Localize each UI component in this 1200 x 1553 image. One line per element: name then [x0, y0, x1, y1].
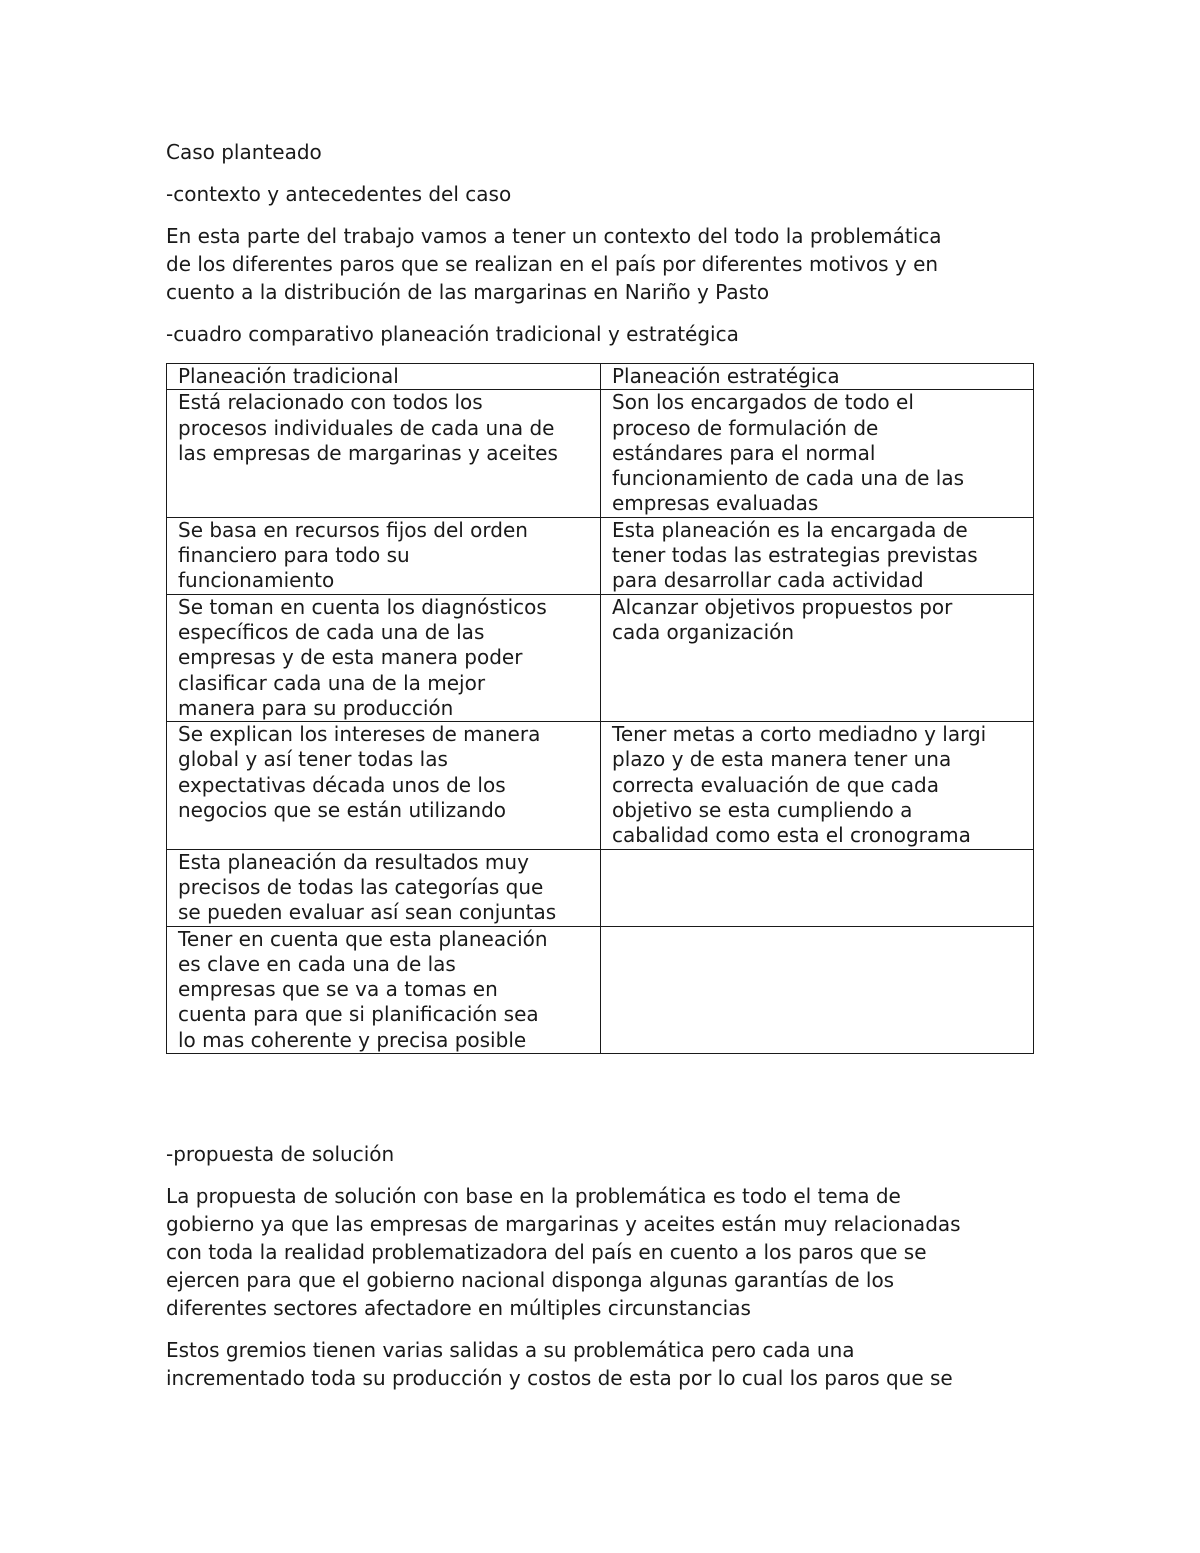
table-row: [167, 722, 1034, 849]
context-paragraph: En esta parte del trabajo vamos a tener un contexto del todo la problemática de los diferentes paros que se realizan en el país por diferentes motivos y en cuento a la distribución de las margarinas en Nariño y Pasto: [166, 224, 942, 304]
solution-paragraph-1: La propuesta de solución con base en la problemática es todo el tema de gobierno ya que las empresas de margarinas y aceites están muy relacionadas con toda la realidad problematizadora del país en cuento a los paros que se ejercen para que el gobierno nacional disponga algunas garantías de los diferentes sectores afectadore en múltiples circunstancias: [166, 1184, 961, 1321]
table-cell: Se explican los intereses de manera global y así tener todas las expectativas década unos de los negocios que se están utilizando: [167, 722, 601, 849]
table-header-row: [167, 364, 1034, 390]
table-row: [167, 594, 1034, 721]
solution-paragraph-2: Estos gremios tienen varias salidas a su problemática pero cada una incrementado toda su producción y costos de esta por lo cual los paros que se: [166, 1338, 953, 1391]
table-cell: Tener metas a corto mediadno y largi plazo y de esta manera tener una correcta evaluación de que cada objetivo se esta cumpliendo a cabalidad como esta el cronograma: [601, 722, 1034, 849]
table-header-cell: Planeación estratégica: [601, 364, 1034, 390]
document-title: Caso planteado: [166, 140, 322, 164]
table-cell: Está relacionado con todos los procesos individuales de cada una de las empresas de margarinas y aceites: [167, 390, 601, 517]
table-cell: Esta planeación da resultados muy precisos de todas las categorías que se pueden evaluar así sean conjuntas: [167, 849, 601, 926]
table-cell: Se toman en cuenta los diagnósticos específicos de cada una de las empresas y de esta manera poder clasificar cada una de la mejor manera para su producción: [167, 594, 601, 721]
section-heading-solution: -propuesta de solución: [166, 1142, 395, 1167]
section-heading-context: -contexto y antecedentes del caso: [166, 182, 512, 206]
table-cell: Se basa en recursos fijos del orden financiero para todo su funcionamiento: [167, 517, 601, 594]
table-cell: Tener en cuenta que esta planeación es clave en cada una de las empresas que se va a tomas en cuenta para que si planificación sea lo mas coherente y precisa posible: [167, 926, 601, 1053]
table-cell: Esta planeación es la encargada de tener todas las estrategias previstas para desarrollar cada actividad: [601, 517, 1034, 594]
comparison-table: [166, 363, 1034, 1054]
table-cell: Alcanzar objetivos propuestos por cada organización: [601, 594, 1034, 721]
table-cell: [601, 849, 1034, 926]
table-cell: [601, 926, 1034, 1053]
table-header-cell: Planeación tradicional: [167, 364, 601, 390]
table-row: [167, 849, 1034, 926]
table-row: [167, 926, 1034, 1053]
document-page: [166, 138, 1034, 1392]
table-row: [167, 390, 1034, 517]
table-cell: Son los encargados de todo el proceso de formulación de estándares para el normal funcionamiento de cada una de las empresas evaluadas: [601, 390, 1034, 517]
section-heading-table: -cuadro comparativo planeación tradicional y estratégica: [166, 322, 739, 346]
table-row: [167, 517, 1034, 594]
